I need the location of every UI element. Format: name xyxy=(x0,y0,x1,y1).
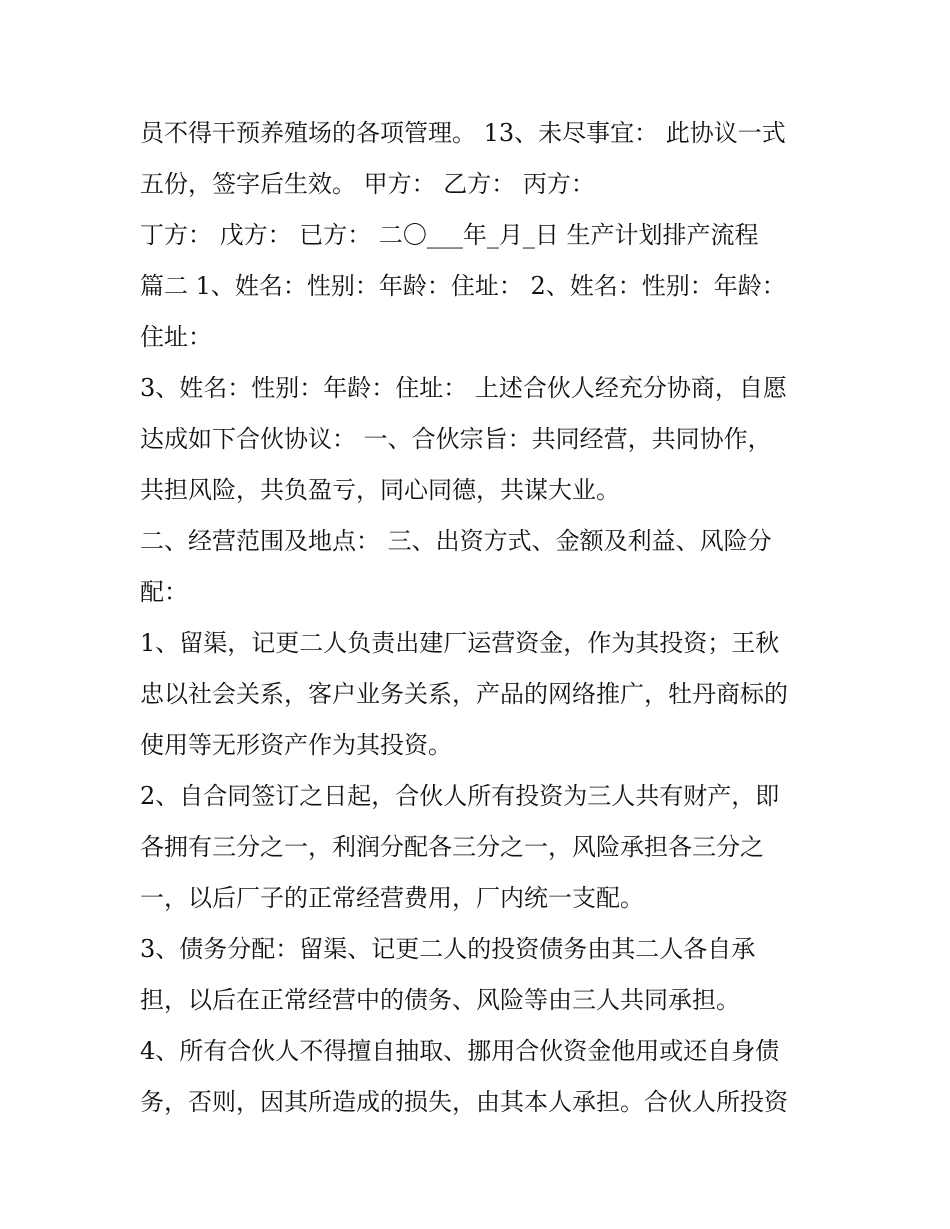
text-line: 丁方： 戊方： 已方： 二〇___年_月_日 生产计划排产流程 xyxy=(140,221,759,249)
text-line: 配： xyxy=(140,578,188,606)
text-line: 员不得干预养殖场的各项管理。 13、未尽事宜： 此协议一式 xyxy=(140,119,786,147)
text-line: 3、债务分配：留渠、记更二人的投资债务由其二人各自承 xyxy=(140,935,756,963)
text-line: 一，以后厂子的正常经营费用，厂内统一支配。 xyxy=(140,884,644,912)
text-line: 4、所有合伙人不得擅自抽取、挪用合伙资金他用或还自身债 xyxy=(140,1037,780,1065)
text-line: 2、自合同签订之日起，合伙人所有投资为三人共有财产，即 xyxy=(140,782,780,810)
text-line: 使用等无形资产作为其投资。 xyxy=(140,731,452,759)
document-body xyxy=(140,108,830,1128)
text-line: 达成如下合伙协议： 一、合伙宗旨：共同经营，共同协作， xyxy=(140,425,772,453)
text-line: 担，以后在正常经营中的债务、风险等由三人共同承担。 xyxy=(140,986,740,1014)
text-line: 共担风险，共负盈亏，同心同德，共谋大业。 xyxy=(140,476,620,504)
text-line: 1、留渠，记更二人负责出建厂运营资金，作为其投资；王秋 xyxy=(140,629,780,657)
text-line: 各拥有三分之一，利润分配各三分之一，风险承担各三分之 xyxy=(140,833,764,861)
text-line: 忠以社会关系，客户业务关系，产品的网络推广，牡丹商标的 xyxy=(140,680,788,708)
text-line: 篇二 1、姓名：性别：年龄：住址： 2、姓名：性别：年龄： xyxy=(140,272,786,300)
text-line: 五份，签字后生效。 甲方： 乙方： 丙方： xyxy=(140,170,595,198)
text-line: 3、姓名：性别：年龄：住址： 上述合伙人经充分协商，自愿 xyxy=(140,374,787,402)
text-line: 二、经营范围及地点： 三、出资方式、金额及利益、风险分 xyxy=(140,527,772,555)
text-line: 住址： xyxy=(140,323,212,351)
text-line: 务，否则，因其所造成的损失，由其本人承担。合伙人所投资 xyxy=(140,1088,788,1116)
